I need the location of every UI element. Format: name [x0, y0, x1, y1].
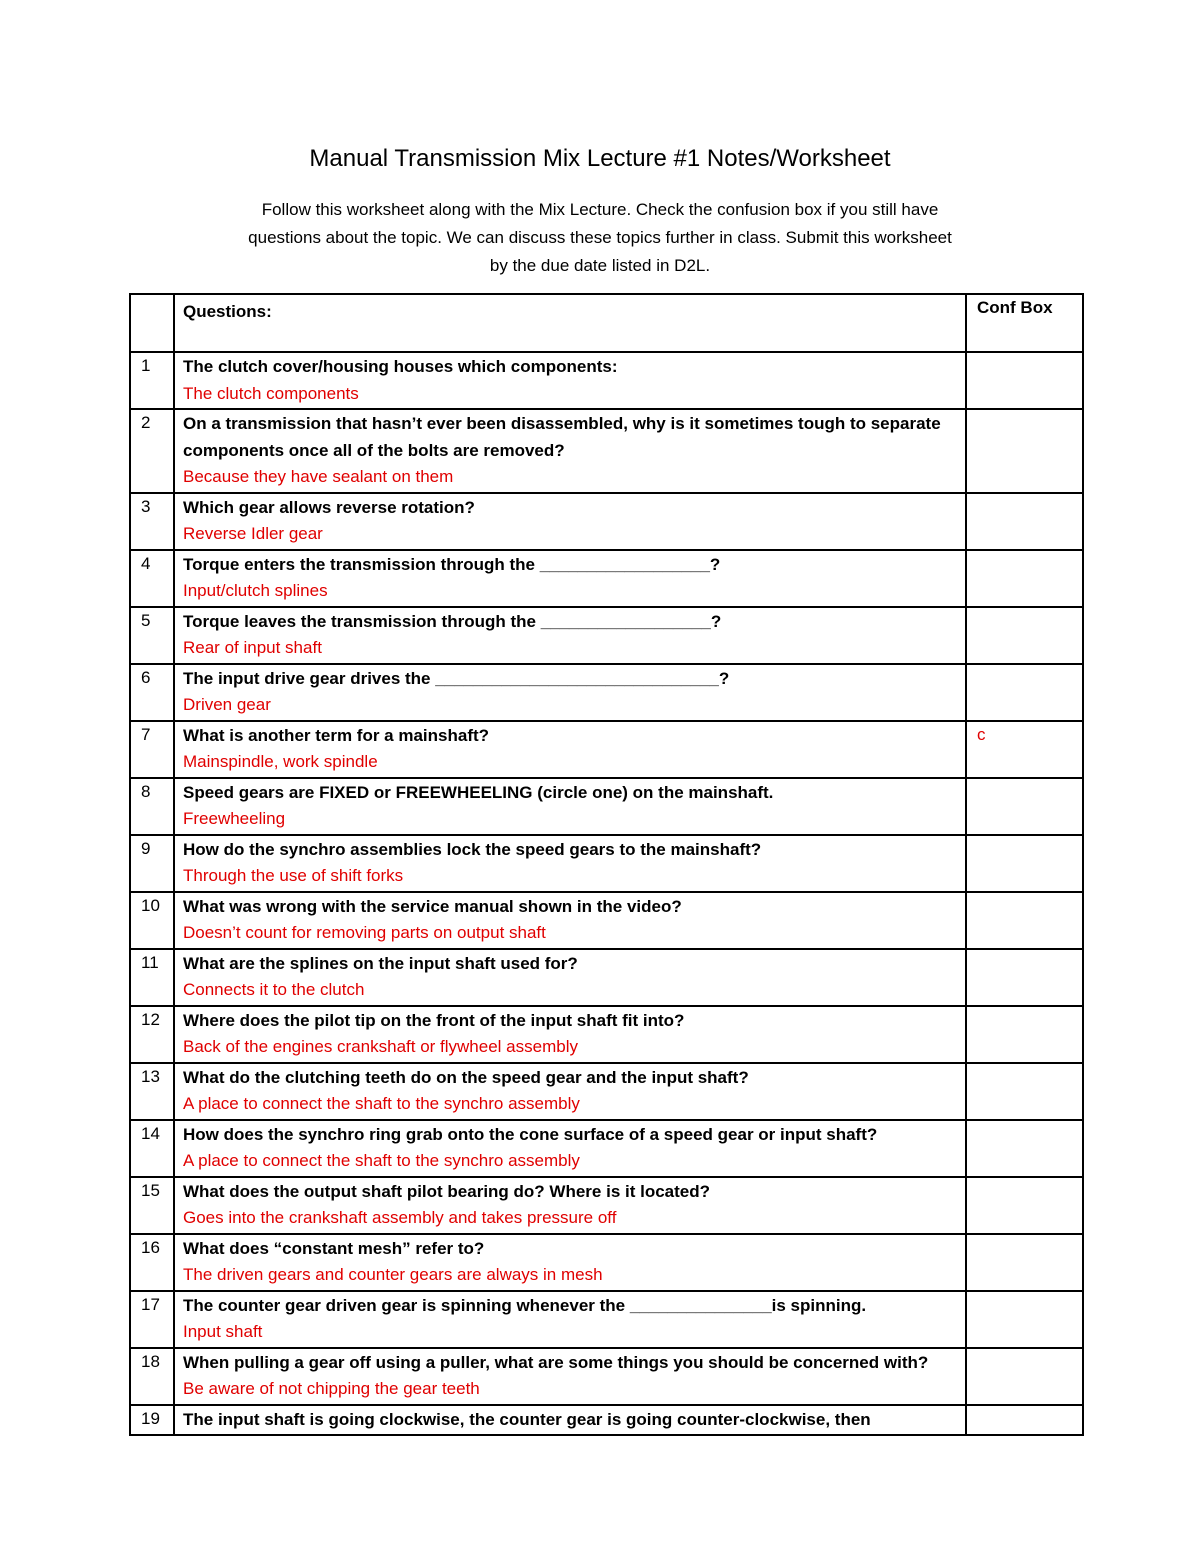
row-number: 14	[130, 1120, 174, 1177]
question-text: The input drive gear drives the ______________________________?	[183, 668, 730, 688]
question-cell	[174, 409, 966, 493]
confusion-box-cell[interactable]	[966, 1177, 1083, 1234]
confusion-box-cell[interactable]	[966, 835, 1083, 892]
table-row	[130, 493, 1083, 550]
row-number: 5	[130, 607, 174, 664]
row-number: 2	[130, 409, 174, 493]
row-number: 4	[130, 550, 174, 607]
question-text: How does the synchro ring grab onto the cone surface of a speed gear or input shaft?	[183, 1124, 878, 1144]
row-number: 6	[130, 664, 174, 721]
confusion-box-cell[interactable]	[966, 1348, 1083, 1405]
question-text: Which gear allows reverse rotation?	[183, 497, 475, 517]
question-cell	[174, 1405, 966, 1436]
question-cell	[174, 778, 966, 835]
table-row	[130, 892, 1083, 949]
question-cell	[174, 550, 966, 607]
question-text: On a transmission that hasn’t ever been disassembled, why is it sometimes tough to separate components once all of the bolts are removed?	[183, 414, 941, 460]
answer-text[interactable]: A place to connect the shaft to the synchro assembly	[183, 1094, 580, 1113]
confusion-mark: c	[977, 724, 986, 744]
answer-text[interactable]: The driven gears and counter gears are always in mesh	[183, 1265, 603, 1284]
row-number: 1	[130, 352, 174, 409]
confusion-box-cell[interactable]	[966, 493, 1083, 550]
table-row	[130, 721, 1083, 778]
table-row	[130, 1006, 1083, 1063]
answer-text[interactable]: Freewheeling	[183, 809, 286, 828]
question-cell	[174, 835, 966, 892]
confusion-box-cell[interactable]	[966, 352, 1083, 409]
table-row	[130, 1348, 1083, 1405]
question-cell	[174, 493, 966, 550]
question-text: The input shaft is going clockwise, the counter gear is going counter-clockwise, then	[183, 1409, 871, 1429]
table-row	[130, 1234, 1083, 1291]
page-title: Manual Transmission Mix Lecture #1 Notes/Worksheet	[309, 145, 891, 172]
question-cell	[174, 949, 966, 1006]
confusion-box-cell[interactable]	[966, 550, 1083, 607]
table-row	[130, 778, 1083, 835]
confusion-box-cell[interactable]	[966, 409, 1083, 493]
question-text: Where does the pilot tip on the front of the input shaft fit into?	[183, 1010, 685, 1030]
table-row	[130, 1405, 1083, 1436]
table-row	[130, 1120, 1083, 1177]
row-number: 9	[130, 835, 174, 892]
answer-text[interactable]: Rear of input shaft	[183, 638, 322, 657]
answer-text[interactable]: Back of the engines crankshaft or flywheel assembly	[183, 1037, 578, 1056]
confusion-box-cell[interactable]	[966, 721, 1083, 778]
question-cell	[174, 721, 966, 778]
row-number: 19	[130, 1405, 174, 1436]
question-text: The clutch cover/housing houses which components:	[183, 357, 618, 376]
question-cell	[174, 664, 966, 721]
question-cell	[174, 352, 966, 409]
question-text: The counter gear driven gear is spinning whenever the _______________is spinning.	[183, 1295, 867, 1315]
confusion-box-cell[interactable]	[966, 607, 1083, 664]
intro-line: Follow this worksheet along with the Mix Lecture. Check the confusion box if you still have	[261, 200, 939, 219]
intro-paragraph	[140, 196, 1060, 280]
row-number: 8	[130, 778, 174, 835]
worksheet-table	[129, 293, 1084, 1436]
answer-text[interactable]: Connects it to the clutch	[183, 980, 365, 999]
answer-text[interactable]: Mainspindle, work spindle	[183, 752, 378, 771]
confusion-box-cell[interactable]	[966, 1006, 1083, 1063]
confusion-box-cell[interactable]	[966, 1063, 1083, 1120]
question-text: What is another term for a mainshaft?	[183, 725, 490, 745]
table-header-row	[130, 294, 1083, 352]
confusion-box-cell[interactable]	[966, 1234, 1083, 1291]
table-row	[130, 1063, 1083, 1120]
row-number: 10	[130, 892, 174, 949]
confusion-box-cell[interactable]	[966, 664, 1083, 721]
row-number: 7	[130, 721, 174, 778]
answer-text[interactable]: Reverse Idler gear	[183, 524, 323, 543]
question-text: When pulling a gear off using a puller, what are some things you should be concerned with?	[183, 1352, 929, 1372]
question-text: Speed gears are FIXED or FREEWHEELING (circle one) on the mainshaft.	[183, 782, 774, 802]
question-cell	[174, 1348, 966, 1405]
question-text: What does “constant mesh” refer to?	[183, 1238, 485, 1258]
question-text: What are the splines on the input shaft used for?	[183, 953, 578, 973]
table-row	[130, 835, 1083, 892]
answer-text[interactable]: Goes into the crankshaft assembly and takes pressure off	[183, 1208, 617, 1227]
answer-text[interactable]: Driven gear	[183, 695, 271, 714]
answer-text[interactable]: Through the use of shift forks	[183, 866, 404, 885]
answer-text[interactable]: Input shaft	[183, 1322, 263, 1341]
question-cell	[174, 1291, 966, 1348]
question-text: Torque enters the transmission through the __________________?	[183, 554, 721, 574]
row-number: 18	[130, 1348, 174, 1405]
table-row	[130, 949, 1083, 1006]
header-number-cell	[130, 294, 174, 352]
answer-text[interactable]: Be aware of not chipping the gear teeth	[183, 1379, 480, 1398]
table-row	[130, 1291, 1083, 1348]
question-text: Torque leaves the transmission through the __________________?	[183, 611, 722, 631]
row-number: 11	[130, 949, 174, 1006]
answer-text[interactable]: A place to connect the shaft to the synchro assembly	[183, 1151, 580, 1170]
answer-text[interactable]: The clutch components	[183, 383, 359, 403]
confusion-box-cell[interactable]	[966, 892, 1083, 949]
confusion-box-cell[interactable]	[966, 1405, 1083, 1436]
table-row	[130, 607, 1083, 664]
question-cell	[174, 1177, 966, 1234]
table-row	[130, 409, 1083, 493]
row-number: 17	[130, 1291, 174, 1348]
question-cell	[174, 607, 966, 664]
row-number: 15	[130, 1177, 174, 1234]
table-row	[130, 664, 1083, 721]
question-cell	[174, 892, 966, 949]
table-row	[130, 352, 1083, 409]
question-cell	[174, 1006, 966, 1063]
intro-line: questions about the topic. We can discuss these topics further in class. Submit this worksheet	[248, 228, 952, 247]
answer-text[interactable]: Doesn’t count for removing parts on output shaft	[183, 923, 546, 942]
row-number: 13	[130, 1063, 174, 1120]
header-questions: Questions:	[174, 294, 966, 352]
question-cell	[174, 1234, 966, 1291]
question-cell	[174, 1120, 966, 1177]
question-text: What do the clutching teeth do on the speed gear and the input shaft?	[183, 1067, 749, 1087]
answer-text[interactable]: Because they have sealant on them	[183, 467, 454, 486]
confusion-box-cell[interactable]	[966, 949, 1083, 1006]
table-row	[130, 1177, 1083, 1234]
header-conf-box: Conf Box	[966, 294, 1083, 352]
confusion-box-cell[interactable]	[966, 1291, 1083, 1348]
question-text: What does the output shaft pilot bearing do? Where is it located?	[183, 1181, 710, 1201]
confusion-box-cell[interactable]	[966, 778, 1083, 835]
intro-line: by the due date listed in D2L.	[489, 256, 711, 275]
answer-text[interactable]: Input/clutch splines	[183, 581, 328, 600]
confusion-box-cell[interactable]	[966, 1120, 1083, 1177]
table-row	[130, 550, 1083, 607]
question-text: What was wrong with the service manual shown in the video?	[183, 896, 682, 916]
row-number: 16	[130, 1234, 174, 1291]
row-number: 3	[130, 493, 174, 550]
row-number: 12	[130, 1006, 174, 1063]
question-text: How do the synchro assemblies lock the speed gears to the mainshaft?	[183, 839, 762, 859]
question-cell	[174, 1063, 966, 1120]
